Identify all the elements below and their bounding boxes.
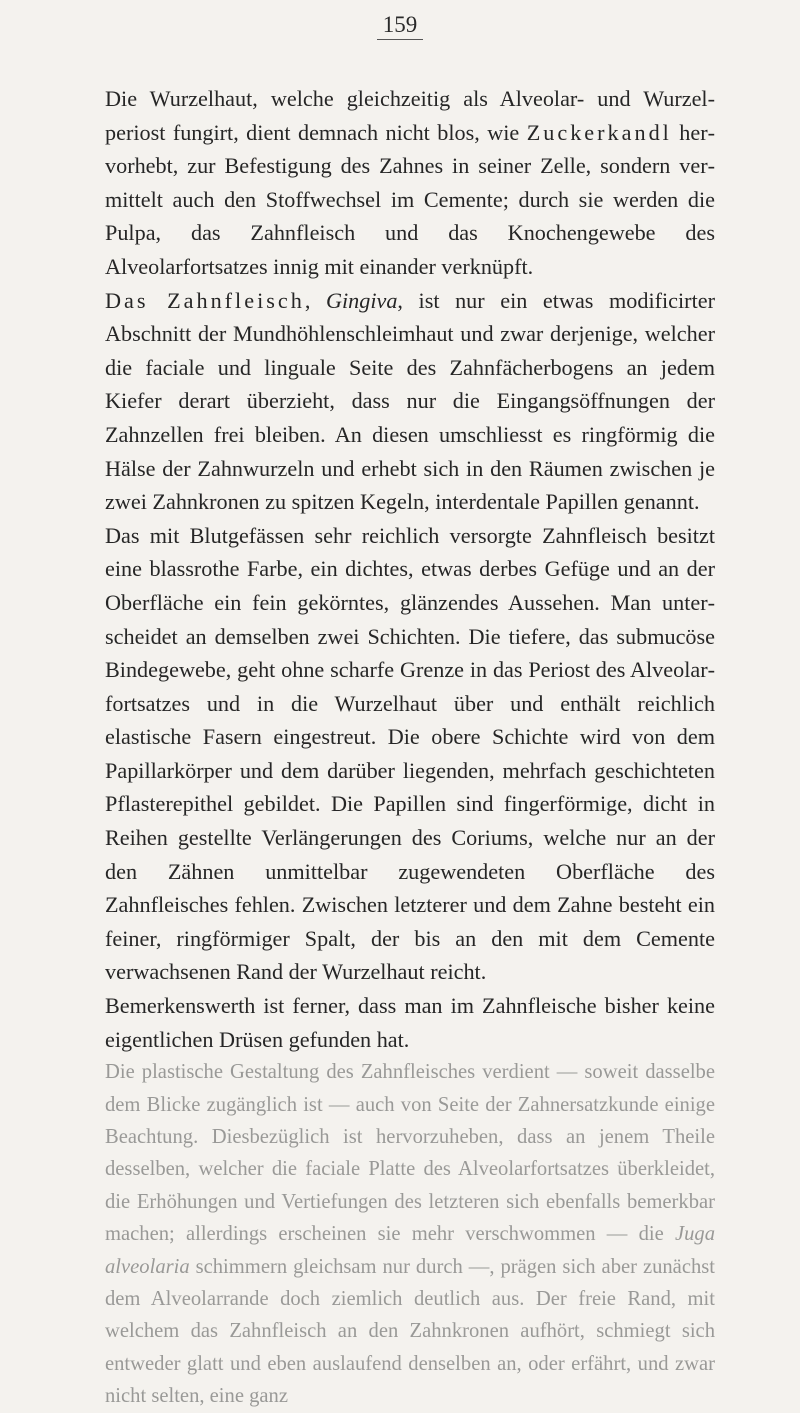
- latin-term: Juga alveolaria: [105, 1223, 715, 1278]
- paragraph-text: Das mit Blutgefässen sehr reichlich versorgte Zahnfleisch besitzt eine blassrothe Farbe, ein dichtes, etwas derbes Gefüge und an der Oberfläche ein fein gekörntes, glänzendes Aussehen. Man unterscheidet an demselben zwei Schichten. Die tiefere, das submucöse Bindegewebe, geht ohne scharfe Grenze in das Periost des Alveolarfortsatzes und in die Wurzelhaut über und enthält reichlich elastische Fasern eingestreut. Die obere Schichte wird von dem Papillarkörper und dem darüber liegenden, mehrfach geschichteten Pflasterepithel gebildet. Die Papillen sind fingerförmige, dicht in Reihen gestellte Verlängerungen des Coriums, welche nur an der den Zähnen unmittelbar zugewendeten Oberfläche des Zahnfleisches fehlen. Zwischen letzterer und dem Zahne besteht ein feiner, ringförmiger Spalt, der bis an den mit dem Cemente verwachsenen Rand der Wurzelhaut reicht.: [105, 522, 715, 985]
- paragraph-text: hervorhebt, zur Befestigung des Zahnes in seiner Zelle, sondern vermittelt auch den Stoffwechsel im Cemente; durch sie werden die Pulpa, das Zahnfleisch und das Knochengewebe des Alveolarfortsatzes innig mit einander verknüpft.: [105, 119, 715, 279]
- term-spaced: Das Zahnfleisch: [105, 287, 305, 313]
- author-name-spaced: Zuckerkandl: [526, 119, 672, 145]
- paragraph-wurzelhaut: [105, 82, 715, 284]
- paragraph-text: Bemerkenswerth ist ferner, dass man im Zahnfleische bisher keine eigentlichen Drüsen gefunden hat.: [105, 993, 715, 1052]
- paragraph-text: schimmern gleichsam nur durch —, prägen sich aber zunächst dem Alveolarrande doch ziemlich deutlich aus. Der freie Rand, mit welchem das Zahnfleisch an den Zahnkronen aufhört, schmiegt sich entweder glatt und eben auslaufend denselben an, oder erfährt, und zwar nicht selten, eine ganz: [105, 1255, 715, 1408]
- paragraph-text: Die plastische Gestaltung des Zahnfleisches verdient — soweit dasselbe dem Blicke zugänglich ist — auch von Seite der Zahnersatzkunde einige Beachtung. Diesbezüglich ist hervorzuheben, dass an jenem Theile desselben, welcher die faciale Platte des Alveolarfortsatzes überkleidet, die Erhöhungen und Vertiefungen des letzteren sich ebenfalls bemerkbar machen; allerdings erscheinen sie mehr verschwommen — die: [105, 1061, 715, 1246]
- paragraph-druesen: [105, 989, 715, 1056]
- page-number-text: 159: [377, 12, 424, 40]
- paragraph-plastische-gestaltung: [105, 1056, 715, 1412]
- paragraph-text: , ist nur ein etwas modificirter Abschnitt der Mundhöhlenschleimhaut und zwar derjenige, welcher die faciale und linguale Seite des Zahnfächerbogens an jedem Kiefer derart überzieht, dass nur die Eingangsöffnungen der Zahnzellen frei bleiben. An diesen umschliesst es ringförmig die Hälse der Zahnwurzeln und erhebt sich in den Räumen zwischen je zwei Zahnkronen zu spitzen Kegeln, interdentale Papillen genannt.: [105, 287, 715, 515]
- paragraph-text: Die Wurzelhaut, welche gleichzeitig als Alveolar- und Wurzelperiost fungirt, dient demnach nicht blos, wie: [105, 86, 715, 145]
- page-number: [0, 12, 800, 40]
- paragraph-zahnfleisch: [105, 284, 715, 519]
- paragraph-blutgefaesse: [105, 519, 715, 989]
- latin-term: Gingiva: [325, 287, 398, 313]
- paragraph-text: ,: [304, 287, 326, 313]
- body-text: [105, 82, 715, 1413]
